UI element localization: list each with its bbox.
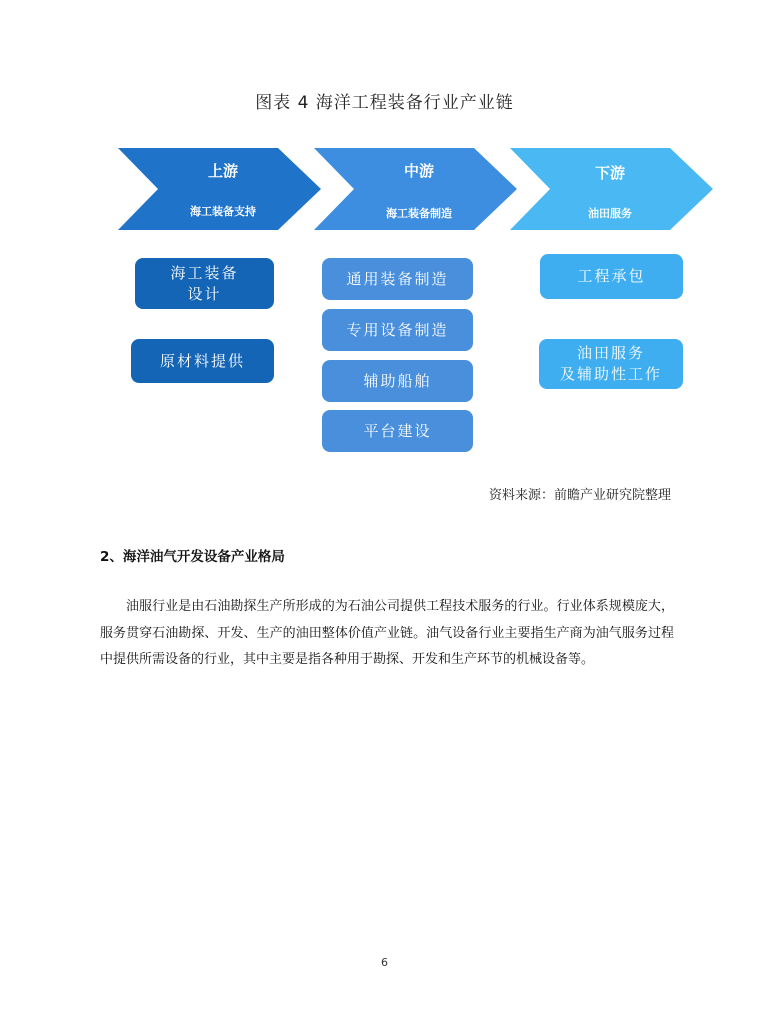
stage-midstream-label: 中游 (403, 162, 434, 180)
figure-title: 图表 4 海洋工程装备行业产业链 (255, 93, 514, 113)
section-heading: 2、海洋油气开发设备产业格局 (100, 549, 285, 565)
midstream-item-platform-construction: 平台建设 (322, 410, 473, 452)
stage-upstream-sub: 海工装备支持 (190, 205, 256, 218)
downstream-item-engineering-contracting: 工程承包 (540, 254, 683, 299)
midstream-item-special-equipment: 专用设备制造 (322, 309, 473, 351)
downstream-item-oilfield-services: 油田服务 及辅助性工作 (539, 339, 683, 389)
upstream-item-design: 海工装备 设计 (135, 258, 274, 309)
stage-downstream-label: 下游 (594, 164, 625, 182)
stage-upstream-label: 上游 (207, 162, 238, 180)
paragraph-text: 油服行业是由石油勘探生产所形成的为石油公司提供工程技术服务的行业。行业体系规模庞大，服务贯穿石油勘探、开发、生产的油田整体价值产业链。油气设备行业主要指生产商为油气服务过程中提供所需设备的行业，其中主要是指各种用于勘探、开发和生产环节的机械设备等。 (100, 599, 674, 667)
upstream-item-materials: 原材料提供 (131, 339, 274, 383)
page-number: 6 (381, 956, 388, 969)
body-paragraph (100, 594, 674, 674)
figure-source: 资料来源：前瞻产业研究院整理 (488, 488, 671, 503)
stage-downstream-sub: 油田服务 (588, 207, 632, 220)
midstream-item-general-equipment: 通用装备制造 (322, 258, 473, 300)
stage-midstream-sub: 海工装备制造 (386, 207, 452, 220)
midstream-item-auxiliary-vessels: 辅助船舶 (322, 360, 473, 402)
